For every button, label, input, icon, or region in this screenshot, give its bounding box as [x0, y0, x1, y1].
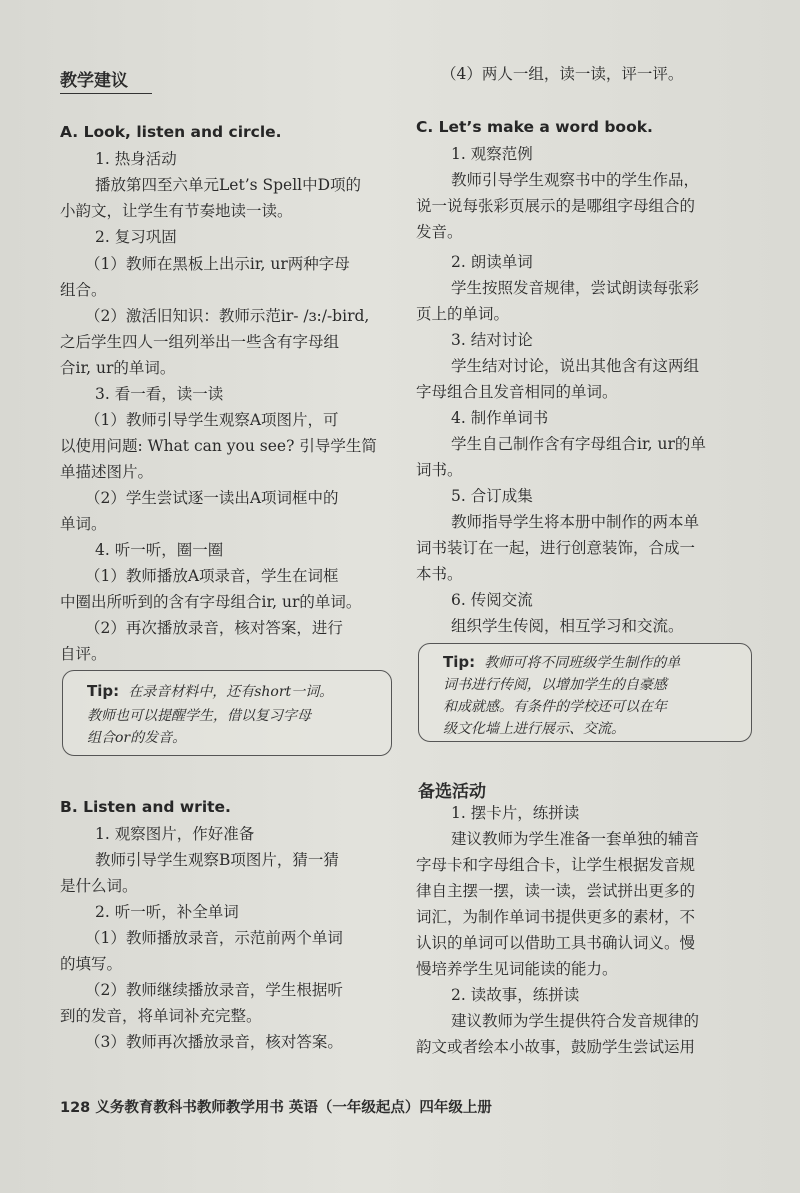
text-line: 1. 观察图片，作好准备 — [95, 825, 255, 843]
text-line: 播放第四至六单元Let’s Spell中D项的 — [95, 176, 362, 194]
text-line: 说一说每张彩页展示的是哪组字母组合的 — [416, 197, 696, 215]
text-line: 字母组合且发音相同的单词。 — [416, 383, 618, 401]
text-line: 教师引导学生观察书中的学生作品， — [451, 171, 700, 189]
text-line: 页上的单词。 — [416, 305, 510, 323]
text-line: （1）教师在黑板上出示ir, ur两种字母 — [85, 255, 350, 273]
alt-activity-title: 备选活动 — [418, 782, 486, 802]
text-line: （3）教师再次播放录音，核对答案。 — [85, 1033, 343, 1051]
text-line: 4. 制作单词书 — [451, 409, 549, 427]
text-line: （2）再次播放录音，核对答案，进行 — [85, 619, 343, 637]
text-line: 教师指导学生将本册中制作的两本单 — [451, 513, 700, 531]
tip-label: Tip: — [87, 682, 120, 700]
tip-box — [418, 643, 752, 742]
text-line: 3. 看一看，读一读 — [95, 385, 224, 403]
tip-text: 级文化墙上进行展示、交流。 — [443, 721, 625, 737]
text-line: 组织学生传阅，相互学习和交流。 — [451, 617, 684, 635]
text-line: 单词。 — [60, 515, 107, 533]
section-header: 教学建议 — [60, 71, 128, 91]
text-line: 本书。 — [416, 565, 463, 583]
text-line: 教师引导学生观察B项图片，猜一猜 — [95, 851, 339, 869]
text-line: 6. 传阅交流 — [451, 591, 533, 609]
text-line: 韵文或者绘本小故事，鼓励学生尝试运用 — [416, 1038, 696, 1056]
text-line: （2）学生尝试逐一读出A项词框中的 — [85, 489, 339, 507]
text-line: 2. 复习巩固 — [95, 228, 177, 246]
tip-text: 教师也可以提醒学生，借以复习字母 — [87, 708, 311, 724]
text-line: 以使用问题: What can you see? 引导学生简 — [60, 437, 377, 455]
text-line: 1. 摆卡片，练拼读 — [451, 804, 580, 822]
text-line: 认识的单词可以借助工具书确认词义。慢 — [416, 934, 696, 952]
text-line: 1. 热身活动 — [95, 150, 177, 168]
text-line: 单描述图片。 — [60, 463, 154, 481]
text-line: 发音。 — [416, 223, 463, 241]
section-b-title: B. Listen and write. — [60, 798, 231, 816]
text-line: （2）教师继续播放录音，学生根据听 — [85, 981, 343, 999]
text-line: （1）教师播放A项录音，学生在词框 — [85, 567, 339, 585]
text-line: 5. 合订成集 — [451, 487, 533, 505]
tip-text: 教师可将不同班级学生制作的单 — [484, 655, 681, 671]
text-line: （1）教师播放录音，示范前两个单词 — [85, 929, 343, 947]
tip-text: 在录音材料中，还有short一词。 — [128, 684, 334, 700]
text-line: 4. 听一听，圈一圈 — [95, 541, 224, 559]
text-line: 是什么词。 — [60, 877, 138, 895]
section-a-title: A. Look, listen and circle. — [60, 123, 282, 141]
text-line: 之后学生四人一组列举出一些含有字母组 — [60, 333, 340, 351]
text-line: 词书。 — [416, 461, 463, 479]
text-line: 小韵文，让学生有节奏地读一读。 — [60, 202, 293, 220]
text-line: 的填写。 — [60, 955, 123, 973]
text-line: 1. 观察范例 — [451, 145, 533, 163]
text-line: 组合。 — [60, 281, 107, 299]
text-line: 慢培养学生见词能读的能力。 — [416, 960, 618, 978]
text-line: 2. 听一听，补全单词 — [95, 903, 239, 921]
text-line: 学生按照发音规律，尝试朗读每张彩 — [451, 279, 700, 297]
text-line: （2）激活旧知识：教师示范ir- /ɜ:/-bird, — [85, 307, 370, 325]
tip-text: 组合or的发音。 — [87, 730, 187, 746]
text-line: 学生自己制作含有字母组合ir, ur的单 — [451, 435, 706, 453]
text-line: 到的发音，将单词补充完整。 — [60, 1007, 262, 1025]
page-footer: 128 义务教育教科书教师教学用书 英语（一年级起点）四年级上册 — [60, 1100, 492, 1116]
text-line: 律自主摆一摆，读一读，尝试拼出更多的 — [416, 882, 696, 900]
tip-text: 词书进行传阅，以增加学生的自豪感 — [443, 677, 667, 693]
text-line: 学生结对讨论，说出其他含有这两组 — [451, 357, 700, 375]
section-c-title: C. Let’s make a word book. — [416, 118, 653, 136]
text-line: 自评。 — [60, 645, 107, 663]
text-line: 3. 结对讨论 — [451, 331, 533, 349]
text-line: 2. 读故事，练拼读 — [451, 986, 580, 1004]
text-line: 词书装订在一起，进行创意装饰，合成一 — [416, 539, 696, 557]
tip-box — [62, 670, 392, 756]
text-line: 建议教师为学生提供符合发音规律的 — [451, 1012, 700, 1030]
tip-text: 和成就感。有条件的学校还可以在年 — [443, 699, 667, 715]
text-line: 词汇，为制作单词书提供更多的素材，不 — [416, 908, 696, 926]
text-line: 中圈出所听到的含有字母组合ir, ur的单词。 — [60, 593, 362, 611]
text-line: （1）教师引导学生观察A项图片，可 — [85, 411, 339, 429]
text-line: 2. 朗读单词 — [451, 253, 533, 271]
header-underline — [60, 93, 152, 94]
text-line: 字母卡和字母组合卡，让学生根据发音规 — [416, 856, 696, 874]
text-line: （4）两人一组，读一读，评一评。 — [441, 65, 684, 83]
text-line: 合ir, ur的单词。 — [60, 359, 176, 377]
tip-label: Tip: — [443, 653, 476, 671]
text-line: 建议教师为学生准备一套单独的辅音 — [451, 830, 700, 848]
